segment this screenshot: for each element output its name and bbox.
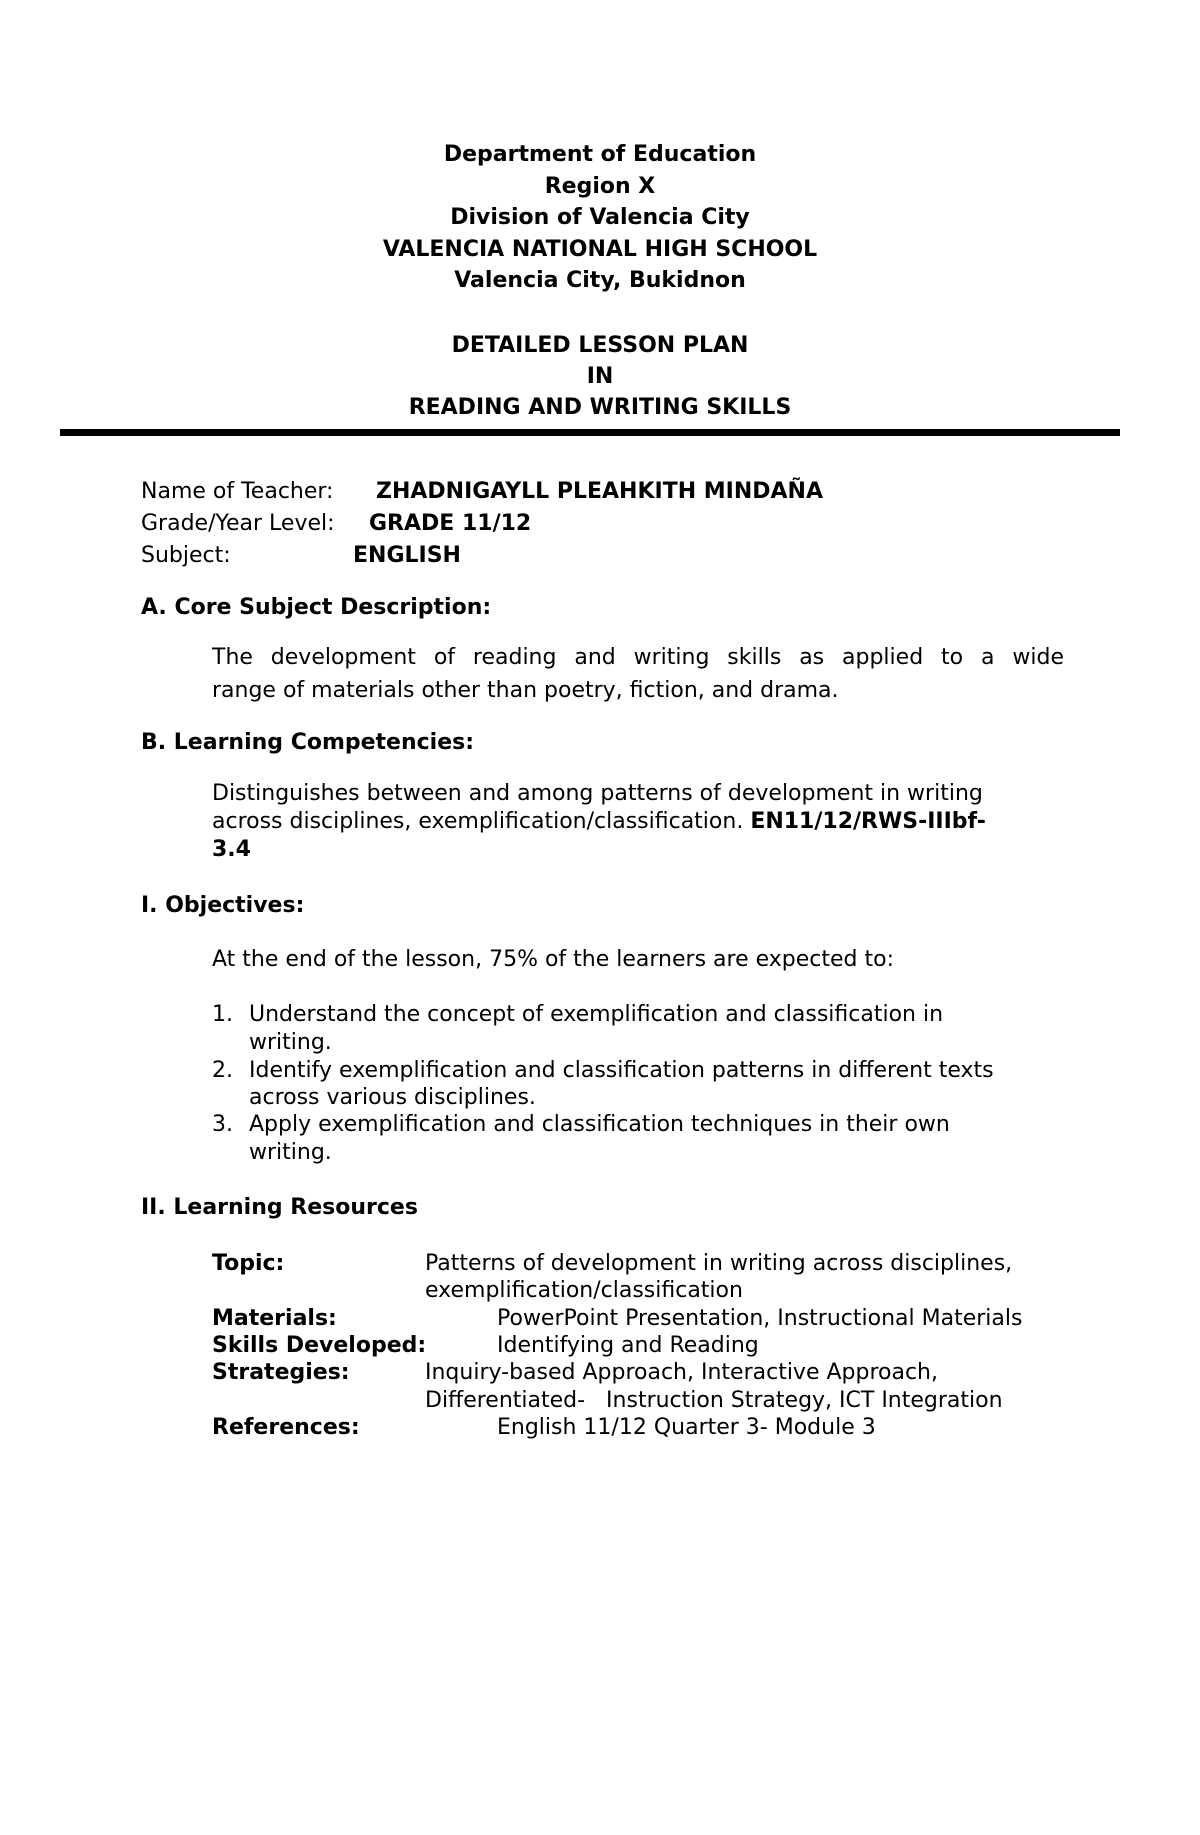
school-name: VALENCIA NATIONAL HIGH SCHOOL	[382, 237, 818, 262]
core-text-line1: The development of reading and writing skills as applied to a wide	[212, 645, 1064, 670]
dept-name: Department of Education	[443, 142, 757, 167]
materials-value: PowerPoint Presentation, Instructional Materials	[497, 1306, 1023, 1331]
objectives-intro: At the end of the lesson, 75% of the learners are expected to:	[212, 947, 894, 972]
objective-text-line2: across various disciplines.	[249, 1085, 536, 1110]
subject-value: ENGLISH	[353, 543, 461, 568]
references-label: References:	[212, 1415, 360, 1440]
objectives-heading: I. Objectives:	[141, 893, 305, 918]
objective-number: 3.	[212, 1112, 233, 1137]
header-divider	[60, 429, 1120, 436]
core-heading: A. Core Subject Description:	[141, 595, 492, 620]
references-value: English 11/12 Quarter 3- Module 3	[497, 1415, 876, 1440]
topic-value-line1: Patterns of development in writing across disciplines,	[425, 1251, 1013, 1276]
objective-number: 1.	[212, 1002, 233, 1027]
competency-text: across disciplines, exemplification/classification.	[212, 809, 744, 834]
grade-label: Grade/Year Level:	[141, 511, 335, 536]
division-name: Division of Valencia City	[450, 205, 750, 230]
teacher-value: ZHADNIGAYLL PLEAHKITH MINDAÑA	[376, 479, 823, 504]
topic-value-line2: exemplification/classification	[425, 1278, 743, 1303]
subject-label: Subject:	[141, 543, 231, 568]
topic-label: Topic:	[212, 1251, 285, 1276]
strategies-value-line2: Differentiated- Instruction Strategy, ICT Integration	[425, 1388, 1003, 1413]
core-text-line2: range of materials other than poetry, fiction, and drama.	[212, 678, 839, 703]
skills-value: Identifying and Reading	[497, 1333, 759, 1358]
competency-code-cont: 3.4	[212, 837, 251, 862]
competency-line2	[212, 808, 986, 836]
objective-text-line2: writing.	[249, 1030, 332, 1055]
objective-number: 2.	[212, 1058, 233, 1083]
objective-text-line2: writing.	[249, 1140, 332, 1165]
strategies-value-line1: Inquiry-based Approach, Interactive Approach,	[425, 1360, 938, 1385]
plan-title-line1: DETAILED LESSON PLAN	[451, 333, 749, 358]
objective-text-line1: Apply exemplification and classification techniques in their own	[249, 1112, 950, 1137]
region-name: Region X	[544, 174, 656, 199]
resources-heading: II. Learning Resources	[141, 1195, 418, 1220]
teacher-label: Name of Teacher:	[141, 479, 334, 504]
grade-value: GRADE 11/12	[369, 511, 532, 536]
strategies-label: Strategies:	[212, 1360, 350, 1385]
skills-label: Skills Developed:	[212, 1333, 427, 1358]
competency-code: EN11/12/RWS-IIIbf-	[750, 809, 986, 834]
materials-label: Materials:	[212, 1306, 337, 1331]
school-address: Valencia City, Bukidnon	[454, 268, 746, 293]
plan-title-line3: READING AND WRITING SKILLS	[408, 395, 792, 420]
competencies-heading: B. Learning Competencies:	[141, 730, 475, 755]
plan-title-line2: IN	[586, 364, 614, 389]
competency-line1: Distinguishes between and among patterns of development in writing	[212, 781, 983, 806]
objective-text-line1: Identify exemplification and classification patterns in different texts	[249, 1058, 994, 1083]
objective-text-line1: Understand the concept of exemplification and classification in	[249, 1002, 944, 1027]
